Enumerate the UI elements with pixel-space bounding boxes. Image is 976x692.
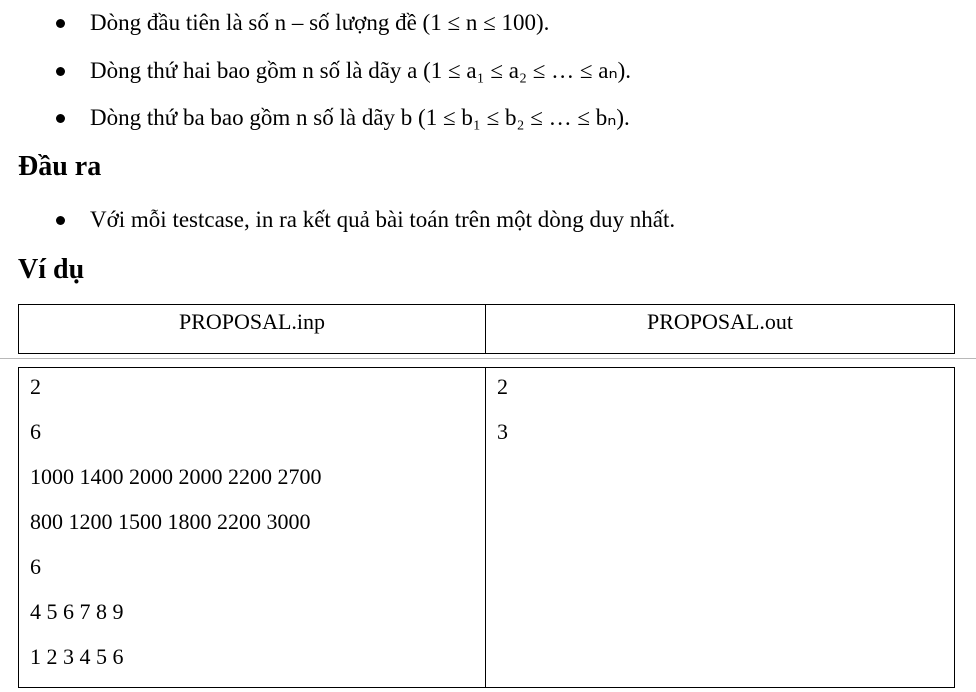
input-line: 1000 1400 2000 2000 2200 2700 — [30, 464, 322, 489]
input-line: 6 — [30, 554, 41, 579]
output-cell — [486, 368, 955, 688]
output-heading: Đầu ra — [18, 151, 102, 182]
input-line: 2 — [30, 374, 41, 399]
input-bullet-3 — [0, 103, 976, 133]
bullet-text: Dòng thứ ba bao gồm n số là dãy b (1 ≤ b₁ ≤ b₂ ≤ … ≤ bₙ). — [90, 105, 630, 130]
bullet-text: Dòng đầu tiên là số n – số lượng đề (1 ≤ n ≤ 100). — [90, 10, 550, 35]
example-body-table — [18, 367, 955, 688]
page-break-line — [0, 358, 976, 359]
input-bullet-1 — [0, 8, 976, 38]
bullet-text: Với mỗi testcase, in ra kết quả bài toán trên một dòng duy nhất. — [90, 207, 676, 232]
input-line: 4 5 6 7 8 9 — [30, 599, 124, 624]
output-bullet-1 — [0, 205, 976, 235]
bullet-dot-icon — [56, 67, 65, 76]
example-heading: Ví dụ — [18, 254, 85, 285]
input-bullet-2 — [0, 56, 976, 86]
bullet-dot-icon — [56, 216, 65, 225]
bullet-dot-icon — [56, 19, 65, 28]
input-file-header: PROPOSAL.inp — [19, 305, 486, 354]
input-line: 1 2 3 4 5 6 — [30, 644, 124, 669]
output-line: 3 — [497, 419, 508, 444]
bullet-dot-icon — [56, 114, 65, 123]
input-cell — [19, 368, 486, 688]
input-line: 6 — [30, 419, 41, 444]
bullet-text: Dòng thứ hai bao gồm n số là dãy a (1 ≤ a₁ ≤ a₂ ≤ … ≤ aₙ). — [90, 58, 632, 83]
example-header-table — [18, 304, 955, 354]
output-file-header: PROPOSAL.out — [486, 305, 955, 354]
output-line: 2 — [497, 374, 508, 399]
input-line: 800 1200 1500 1800 2200 3000 — [30, 509, 311, 534]
